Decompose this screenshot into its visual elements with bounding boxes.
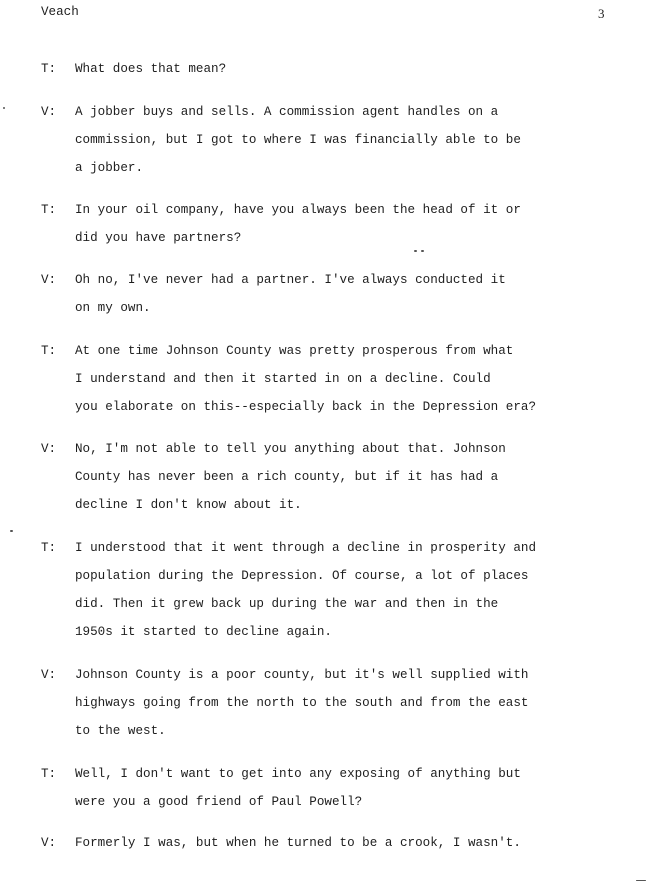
text-line: did. Then it grew back up during the war and then in the xyxy=(75,597,499,611)
text-line: commission, but I got to where I was financially able to be xyxy=(75,133,521,147)
text-line: Formerly I was, but when he turned to be a crook, I wasn't. xyxy=(75,836,521,850)
text-line: a jobber. xyxy=(75,161,144,175)
turn-text xyxy=(75,829,635,857)
scan-speck xyxy=(636,880,646,881)
page-number: 3 xyxy=(598,6,605,21)
text-line: County has never been a rich county, but if it has had a xyxy=(75,470,499,484)
scan-speck xyxy=(3,107,5,109)
turn-text xyxy=(75,98,635,182)
turn-text xyxy=(75,55,635,83)
header-interviewee-name: Veach xyxy=(41,5,79,19)
text-line: to the west. xyxy=(75,724,166,738)
scan-speck xyxy=(414,250,417,252)
turn-text xyxy=(75,661,635,745)
turn-text xyxy=(75,266,635,322)
turn-text xyxy=(75,337,635,421)
speaker-label: V: xyxy=(41,273,57,287)
text-line: population during the Depression. Of course, a lot of places xyxy=(75,569,529,583)
turn-text xyxy=(75,435,635,519)
text-line: Oh no, I've never had a partner. I've always conducted it xyxy=(75,273,506,287)
turn-text xyxy=(75,534,635,646)
text-line: did you have partners? xyxy=(75,231,242,245)
text-line: I understood that it went through a decline in prosperity and xyxy=(75,541,537,555)
text-line: were you a good friend of Paul Powell? xyxy=(75,795,363,809)
speaker-label: T: xyxy=(41,62,57,76)
text-line: No, I'm not able to tell you anything about that. Johnson xyxy=(75,442,506,456)
turn-text xyxy=(75,196,635,252)
text-line: on my own. xyxy=(75,301,151,315)
text-line: you elaborate on this--especially back in the Depression era? xyxy=(75,400,537,414)
text-line: Johnson County is a poor county, but it's well supplied with xyxy=(75,668,529,682)
turn-text xyxy=(75,760,635,816)
text-line: I understand and then it started in on a decline. Could xyxy=(75,372,491,386)
speaker-label: T: xyxy=(41,541,57,555)
text-line: highways going from the north to the south and from the east xyxy=(75,696,529,710)
speaker-label: T: xyxy=(41,203,57,217)
text-line: Well, I don't want to get into any exposing of anything but xyxy=(75,767,521,781)
speaker-label: V: xyxy=(41,442,57,456)
text-line: 1950s it started to decline again. xyxy=(75,625,332,639)
scan-speck xyxy=(421,250,424,252)
text-line: A jobber buys and sells. A commission agent handles on a xyxy=(75,105,499,119)
speaker-label: V: xyxy=(41,105,57,119)
text-line: decline I don't know about it. xyxy=(75,498,302,512)
speaker-label: V: xyxy=(41,836,57,850)
speaker-label: T: xyxy=(41,767,57,781)
scan-speck xyxy=(10,530,13,532)
speaker-label: T: xyxy=(41,344,57,358)
text-line: At one time Johnson County was pretty prosperous from what xyxy=(75,344,514,358)
text-line: What does that mean? xyxy=(75,62,227,76)
text-line: In your oil company, have you always been the head of it or xyxy=(75,203,521,217)
speaker-label: V: xyxy=(41,668,57,682)
